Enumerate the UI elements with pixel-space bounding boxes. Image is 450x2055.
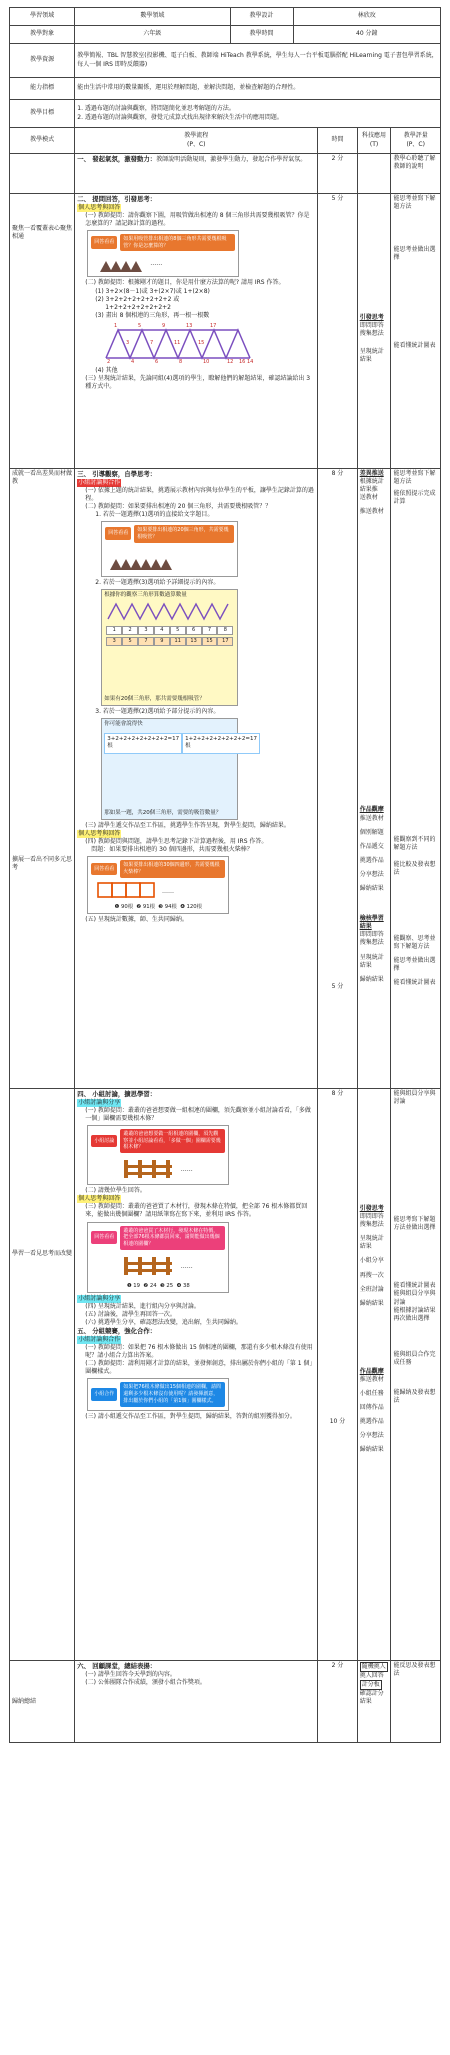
- s2-eval-0: 能思考並寫下解題方法: [393, 195, 436, 211]
- s1-eval: 教學心聆聽了解教師的說明: [391, 154, 441, 194]
- s3-eval: [391, 469, 441, 1089]
- s2-opt3: (3) 畫出 8 個相連的三角形，再一根一根數: [95, 311, 210, 319]
- triangle-number-label: 7: [150, 339, 154, 346]
- s3-triangles: [102, 546, 237, 576]
- s4-q-text: 叢叢的爸爸想要做一組相連的圍欄，須先觀察並小組討論看看，「多做一個」圍欄需要幾根木條？: [120, 1129, 225, 1153]
- s4-tech2-11: 歸納結果: [359, 1446, 384, 1454]
- goal-1: 1. 透過布題的討論與觀察，將問題簡化並思考解題的方法。: [77, 105, 235, 113]
- s5-q-tag: 小組合作: [91, 1388, 117, 1401]
- s5-q-card: [87, 1378, 229, 1410]
- s4-eval1-2: 能思考寫下解題方法並做出選擇: [393, 1216, 436, 1232]
- s3-time-2: 5 分: [331, 983, 344, 991]
- s3-mode-text: 成就一看出差異而材做教: [12, 470, 73, 486]
- s4-mode-text: 學習一看見思考而改變: [12, 1250, 73, 1257]
- s2-eval-2: 能看懂統計圖表: [393, 342, 436, 350]
- s3-q2-text: 如果要排出相連的30個四邊形，共需要幾根火柴棒？: [120, 860, 225, 878]
- triangle-number-label: 2: [107, 358, 111, 365]
- s4-eval1-6: 能根據討論結果再次做出選擇: [393, 1306, 436, 1322]
- s4-tech2-1: 推送教材: [359, 1375, 384, 1383]
- s2-tag: 個人思考與回答: [78, 203, 121, 211]
- s3-tech1-2: 送教材: [359, 494, 378, 502]
- s6-tech-1: 挑人回答: [359, 1672, 384, 1680]
- triangle-number-label: 12: [227, 358, 234, 365]
- triangle-number-label: 3: [126, 339, 130, 346]
- s3-eval2-2: 能比較及發表想法: [393, 860, 436, 876]
- s3-p2c: 3. 若於一題選擇(2)選項給予部分提示的內容。: [95, 708, 220, 716]
- goal-2: 2. 透過布題的討論與觀察，發覺元成算式找出規律來解決生活中的應用問題。: [77, 113, 283, 121]
- s4-flow: [75, 1089, 318, 1661]
- s3-tech3-5: 呈現統計: [359, 953, 384, 961]
- s6-time: 2 分: [318, 1661, 357, 1743]
- triangle-strip: [94, 256, 140, 272]
- s3-eval3-1: 能思考並做出選擇: [393, 956, 436, 973]
- hint-cell: 11: [170, 637, 186, 646]
- s3-eval1-2: 能依照提示完成計算: [393, 490, 436, 506]
- s6-p2: (二) 公佈團隊合作成績，頒發小組合作獎項。: [85, 1678, 206, 1686]
- s2-tech-2: 搜集想法: [359, 330, 384, 338]
- s3-p5: (五) 呈現統計數據，師、生共同歸納。: [85, 916, 188, 924]
- s4-q2-tag: 回答看看: [91, 1231, 117, 1244]
- s3-eval1-0: 能思考並寫下解題方法: [393, 470, 436, 486]
- goal-block: [75, 100, 441, 128]
- s4-tech2-0: 作品觀摩: [359, 1367, 384, 1375]
- s6-title: 六、 回顧課堂，總結表揚：: [77, 1662, 157, 1670]
- s3-flow: [75, 469, 318, 1089]
- s5-p1: (一) 教師提問：如果把 76 根木條做出 15 個相連的圍欄，那還有多少根木條沒有使用呢？請小組合力算出答案。: [85, 1344, 313, 1360]
- s3-q2-options: [88, 902, 228, 913]
- s4-eval1-5: 能與組員分享與討論: [393, 1290, 436, 1306]
- s3-tech: [357, 469, 391, 1089]
- s3-eval3-0: 能觀察、思考並寫下解題方法: [393, 934, 436, 950]
- s4-tech1-5: 結果: [359, 1243, 372, 1251]
- s2-p2: (二) 教師提問：根據剛才的題目，你是用什麼方法算的呢? 請用 IRS 作答。: [85, 279, 285, 287]
- triangle-number-label: 6: [155, 358, 159, 365]
- s3-tech3-1: 結果: [359, 923, 372, 931]
- s3-tech3-3: 搜集想法: [359, 939, 384, 947]
- s3-title: 三、 引導觀察，自學思考：: [77, 470, 157, 478]
- s3-tech2-3: 個別解題: [359, 828, 384, 836]
- s3-tech2-5: 作品遞交: [359, 842, 384, 850]
- goal-label: 教學目標: [10, 100, 75, 128]
- s6-tech-2: 計分板: [360, 1680, 382, 1690]
- hint-cell: 3: [106, 637, 122, 646]
- s2-question-card: 回答看看 如果用吸管排出相連的8個三角形共需要幾根吸管？你是怎麼算的？ ……: [87, 230, 239, 278]
- resource-label: 教學資源: [10, 44, 75, 78]
- s3-q2-tag: 回答看看: [91, 863, 117, 876]
- col-flow: [75, 128, 318, 154]
- s4-tech2-7: 挑選作品: [359, 1418, 384, 1426]
- s4-q-card: [87, 1125, 229, 1185]
- col-eval: [391, 128, 441, 154]
- matchstick-squares: [96, 881, 216, 899]
- s3-time: [318, 469, 357, 1089]
- s2-eval: [391, 194, 441, 469]
- s4-tech2-9: 分享想法: [359, 1432, 384, 1440]
- hint-cell: 5: [122, 637, 138, 646]
- s2-flow: [75, 194, 318, 469]
- s3-p2a: 1. 若於一題選擇(1)選項的直接給文字題目。: [95, 511, 214, 519]
- s3-p4: (四) 教師提問與問題，請學生思考記錄下計算過程後，用 IRS 作答。: [85, 838, 268, 846]
- s3-eval2-0: 能觀察到不同的解題方法: [393, 836, 436, 852]
- col-mode: 教學模式: [10, 128, 75, 154]
- s3-q1-card: [101, 521, 238, 577]
- col-tech-sub: (T): [369, 140, 379, 148]
- s2-eval-1: 能思考並做出選擇: [393, 246, 436, 262]
- s4-p2: (二) 請幾位學生回答。: [85, 1187, 146, 1195]
- ability-label: 能力指標: [10, 78, 75, 100]
- s1-title: 一、 發起氣氛，激發動力：: [77, 155, 157, 163]
- hint-cell: 13: [186, 637, 202, 646]
- time-value: 40 分鐘: [293, 26, 440, 44]
- s6-tech-3: 確認計分: [359, 1690, 384, 1698]
- s4-q2-opt-4[interactable]: ❹ 38: [176, 1282, 190, 1289]
- s1-tech: [357, 154, 391, 194]
- lesson-plan-page: [0, 7, 450, 2055]
- s5-p3: (三) 請小組遞交作品至工作區，對學生提問，歸納結果，答對的組別獲得加分。: [85, 1412, 296, 1420]
- col-eval-sub: (P、C): [406, 140, 425, 148]
- s6-eval: 能反思及發表想法: [391, 1661, 441, 1743]
- triangle-number-label: 5: [138, 322, 142, 329]
- s3-hint-cells-row1: [106, 626, 233, 635]
- s4-tech1-4: 呈現統計: [359, 1235, 384, 1243]
- s3-p4b: 問題：如果要排出相連的 30 個四邊形，共需要幾根火柴棒？: [91, 846, 253, 854]
- fence-figure-2: ……: [88, 1253, 228, 1281]
- hint-cell: 17: [217, 637, 233, 646]
- s4-q2-opt-1[interactable]: ❶ 19: [126, 1282, 141, 1289]
- triangle-number-label: 15: [198, 339, 205, 346]
- target-label: 教學對象: [10, 26, 75, 44]
- domain-label: 學習領域: [10, 8, 75, 26]
- s2-p3: (三) 呈現統計結果，先論同組(4)選項的學生，瞭解他們的解題結果，確認結論給出 3 種方式中。: [85, 375, 311, 391]
- hint-cell: 7: [138, 637, 154, 646]
- s2-time: 5 分: [318, 194, 357, 469]
- s2-tech-3: 呈現統計: [359, 348, 384, 356]
- triangle-number-label: 8: [179, 358, 183, 365]
- col-flow-sub: (P、C): [187, 140, 206, 148]
- hint-cell: 8: [217, 626, 233, 635]
- s3-hint2-q: 那如果一題，共20個三角形，需要的吸管數量？: [104, 809, 222, 816]
- hint-cell: 5: [170, 626, 186, 635]
- s3-hint1-card: [101, 589, 238, 706]
- s5-title: 五、 分組競賽，強化合作：: [77, 1327, 157, 1336]
- s5-p2: (二) 教師提問：請利用剛才計算的結果，並發揮創意，排出屬於你們小組的「第 1 個」圍欄樣式。: [85, 1360, 313, 1376]
- s4-eval: [391, 1089, 441, 1661]
- numbered-triangles-figure: [101, 320, 254, 365]
- s3-tech3-0: 檢核學習: [359, 915, 384, 923]
- s4-p1: (一) 教師提問：叢叢的爸爸想要做一組相連的圍欄，須先觀察並小組討論看看，「多做一個」圍欄需要幾根木條？: [85, 1106, 311, 1122]
- hint-cell: 2: [122, 626, 138, 635]
- s4-q2-opt-3[interactable]: ❸ 25: [159, 1282, 174, 1289]
- s3-hint2-l2: 3+2+2+2+2+2+2+2=17根: [104, 733, 182, 754]
- s6-tech: [357, 1661, 391, 1743]
- s6-tech-0: 隨機挑人: [360, 1662, 388, 1672]
- lesson-plan-table: [9, 7, 441, 1743]
- s3-q2-card: [87, 856, 229, 914]
- s3-q2-opt-2[interactable]: ❷ 91根: [136, 903, 155, 910]
- s4-eval2-2: 能歸納及發表想法: [393, 1389, 436, 1405]
- s6-p1: (一) 請學生回答今天學到的內容。: [85, 1670, 176, 1678]
- svg-text:……: ……: [162, 887, 175, 895]
- triangle-number-label: 11: [174, 339, 181, 346]
- hint-cell: 6: [186, 626, 202, 635]
- s4-tech1-2: 搜集想法: [359, 1221, 384, 1229]
- s2-tech-4: 結果: [359, 356, 372, 364]
- hint-cell: 7: [202, 626, 218, 635]
- s2-opt1: (1) 3+2×(8－1)或 3+(2×7)或 1+(2×8): [95, 287, 210, 295]
- hint-cell: 15: [202, 637, 218, 646]
- s4-title: 四、 小組討論，擴思學習：: [77, 1090, 157, 1098]
- s6-flow: [75, 1661, 318, 1743]
- resource-value: 教學簡報、TBL 智慧教室(投影機、電子白板、教師端 HiTeach 教學系統，學生每人一台平板電腦搭配 HiLearning 電子書包學習系統，每人一個 IRS 即時反饋器): [75, 44, 441, 78]
- s4-q-tag: 小組討論: [91, 1135, 117, 1148]
- domain-value: 數學領域: [75, 8, 230, 26]
- s3-hint-question: 如果有20個三角形，那共需要幾根吸管？: [104, 695, 205, 702]
- s4-q2-opt-2[interactable]: ❷ 24: [143, 1282, 157, 1289]
- designer-label: 教學設計: [230, 8, 293, 26]
- s3-tech2-9: 分享想法: [359, 870, 384, 878]
- ability-value: 能由生活中常用的數量關係，運用於理解問題，並解決問題，並檢查解題的合理性。: [75, 78, 441, 100]
- s4-tech2-5: 回傳作品: [359, 1404, 384, 1412]
- s5-q-text: 如果把76根木條做出15個相連的圍欄，請問還剩多少根木條沒有使用呢？請發揮創意，排出屬於你們小組的「第1個」圍欄樣式。: [120, 1382, 225, 1406]
- s3-hint2-l3: 1+2+2+2+2+2+2+2=17根: [182, 733, 260, 754]
- s3-hint2-card: [101, 718, 258, 820]
- hint-cell: 3: [138, 626, 154, 635]
- s4-tech2-3: 小組任務: [359, 1390, 384, 1398]
- s4-tech1-0: 引發思考: [359, 1205, 384, 1212]
- s1-body: 教師說明活動規則，激發學生動力，發起合作學習氣氛。: [156, 156, 307, 163]
- s2-opt4: (4) 其他: [95, 366, 118, 374]
- s3-tech1-0: 差異推送: [359, 470, 384, 477]
- triangle-number-label: 17: [210, 322, 217, 329]
- time-label: 教學時間: [230, 26, 293, 44]
- s3-q2-opt-3[interactable]: ❸ 94根: [158, 903, 177, 910]
- s4-tag: 小組討論與分享: [78, 1098, 121, 1106]
- hint-cell: 9: [154, 637, 170, 646]
- triangle-number-label: 9: [162, 322, 166, 329]
- s3-p3: (三) 請學生遞交作品至工作區，挑選學生作答呈現，對學生提問，歸納結果。: [85, 821, 290, 829]
- s3-hint-title: 根據你的觀察三角形算數過算數量: [104, 591, 187, 598]
- s2-q-text: 如果用吸管排出相連的8個三角形共需要幾根吸管？你是怎麼算的？: [120, 234, 235, 252]
- col-eval-title: 教學評量: [403, 132, 428, 140]
- s3-tech2-7: 挑選作品: [359, 856, 384, 864]
- s3-tech3-2: 即問即答: [359, 931, 384, 939]
- s4-tag3: 小組討論與分享: [78, 1294, 121, 1302]
- s1-flow: [75, 154, 318, 194]
- s6-mode: [10, 1661, 75, 1743]
- s1-mode: [10, 154, 75, 194]
- designer-value: 林欣玫: [293, 8, 440, 26]
- s4-q2-card: [87, 1222, 229, 1293]
- col-flow-title: 教學流程: [184, 132, 209, 140]
- s3-tag2: 個人思考與回答: [78, 830, 121, 838]
- s4-tech1-13: 歸納結果: [359, 1299, 384, 1307]
- s2-tech-0: 引發思考: [359, 314, 384, 321]
- s4-tag2: 個人思考與回答: [78, 1195, 121, 1203]
- s3-hint2-l1: 你可能會說得快: [104, 721, 143, 728]
- hint-cell: 1: [106, 626, 122, 635]
- s3-tech1-1: 根據統計結果推: [359, 478, 384, 494]
- triangle-number-label: 1: [114, 322, 118, 329]
- s3-mode2-text: 擴展一看出不同多元思考: [12, 856, 73, 872]
- triangle-number-label: 10: [203, 358, 210, 365]
- s2-q-tag: 回答看看: [91, 236, 117, 249]
- s3-q2-opt-1[interactable]: ❶ 90根: [114, 903, 134, 910]
- s3-q1-tag: 回答看看: [105, 527, 131, 540]
- s4-eval1-4: 能看懂統計圖表: [393, 1282, 436, 1290]
- s4-p5: (五) 討論後，請學生再回答一次。: [85, 1311, 176, 1319]
- s3-q2-opt-4[interactable]: ❹ 120根: [180, 903, 202, 910]
- s3-tech3-6: 結果: [359, 961, 372, 969]
- s4-q2-options: [88, 1281, 228, 1292]
- s2-mode-text: 聚焦一看覆蓋表心聚焦相通: [12, 225, 73, 241]
- triangle-number-label: 16: [239, 358, 246, 365]
- s3-mode: [10, 469, 75, 1089]
- s5-tag: 小組討論與合作: [78, 1335, 121, 1343]
- s2-tech: [357, 194, 391, 469]
- s2-tech-1: 即問即答: [359, 322, 384, 330]
- s4-eval2-0: 能與組員合作完成任務: [393, 1350, 436, 1366]
- col-tech: [357, 128, 391, 154]
- s3-p1: (一) 依據上題的統計結果，挑選展示教材內容與每位學生的平板，讓學生記錄計算的過程。: [85, 486, 314, 502]
- s3-hint-cells-row2: [106, 637, 233, 646]
- col-time: 時間: [318, 128, 357, 154]
- s3-time-1: 8 分: [331, 470, 344, 477]
- triangle-number-label: 14: [247, 358, 254, 365]
- s4-tech1-11: 全班討論: [359, 1285, 384, 1293]
- s2-title: 二、 提問回答，引發思考：: [77, 195, 157, 203]
- s6-mode-text: 歸納總結: [12, 1698, 37, 1705]
- s4-mode: [10, 1089, 75, 1661]
- s4-p3: (三) 教師提問：叢叢的爸爸買了木材行，發現木條在特價，把全部 76 根木條都買回來，能做出幾個圍欄？請用紙筆寫在寫下來，並利用 IRS 作答。: [85, 1203, 308, 1219]
- s2-opt2b: 1+2+2+2+2+2+2+2: [105, 303, 171, 311]
- s3-tech2-1: 推送教材: [359, 814, 384, 822]
- fence-figure: ……: [88, 1156, 228, 1184]
- s6-tech-4: 結果: [359, 1698, 372, 1706]
- s3-tech2-11: 歸納結果: [359, 885, 384, 893]
- s3-hint-triangles: [105, 601, 235, 621]
- s2-p1: (一) 教師提問：請你觀察下圖，用吸管做出相連的 8 個三角形共需要幾根吸管？你是怎麼算的？請記錄計算的過程。: [85, 211, 310, 227]
- s3-tech3-8: 歸納結果: [359, 975, 384, 983]
- s3-q1-text: 如果要排出相連的20個三角形，共需要幾根吸管？: [134, 525, 234, 543]
- s4-time-2: 10 分: [329, 1418, 346, 1426]
- s3-eval3-2: 能看懂統計圖表: [393, 979, 436, 987]
- s4-p4: (四) 呈現統計結果，進行組內分享與討論。: [85, 1303, 200, 1311]
- s4-time: [318, 1089, 357, 1661]
- s4-q2-text: 叢叢的爸爸買了木材行，發現木條在特價，把全部76根木條都買回來，請問能做出幾個相連的圍欄？: [120, 1226, 225, 1250]
- s2-opt2: (2) 3+2+2+2+2+2+2+2 或: [95, 295, 180, 303]
- s4-tech1-9: 再搜一次: [359, 1271, 384, 1279]
- s2-mode: [10, 194, 75, 469]
- s4-tech1-1: 即問即答: [359, 1213, 384, 1221]
- col-tech-title: 科技應用: [362, 132, 387, 140]
- s4-tech: [357, 1089, 391, 1661]
- hint-cell: 4: [154, 626, 170, 635]
- s3-tech1-4: 推送教材: [359, 508, 384, 516]
- target-value: 六年級: [75, 26, 230, 44]
- s4-p6: (六) 挑選學生分享，確認想法改變，追出解，生共同歸納。: [85, 1319, 242, 1327]
- s4-tech1-7: 小組分享: [359, 1257, 384, 1265]
- s1-time: 2 分: [318, 154, 357, 194]
- s3-p2b: 2. 若於一題選擇(3)選項給予詳細提示的內容。: [95, 578, 220, 586]
- s4-time-1: 8 分: [331, 1090, 344, 1097]
- triangle-number-label: 4: [131, 358, 135, 365]
- s3-tech2-0: 作品觀摩: [359, 806, 384, 814]
- s3-p2: (二) 教師提問：如果要排出相連的 20 個三角形，共需要幾根吸管？？: [85, 502, 272, 510]
- s3-tag: 小組討論與合作: [78, 478, 121, 486]
- s4-eval1-0: 能與組員分享與討論: [393, 1090, 436, 1106]
- triangle-number-label: 13: [186, 322, 193, 329]
